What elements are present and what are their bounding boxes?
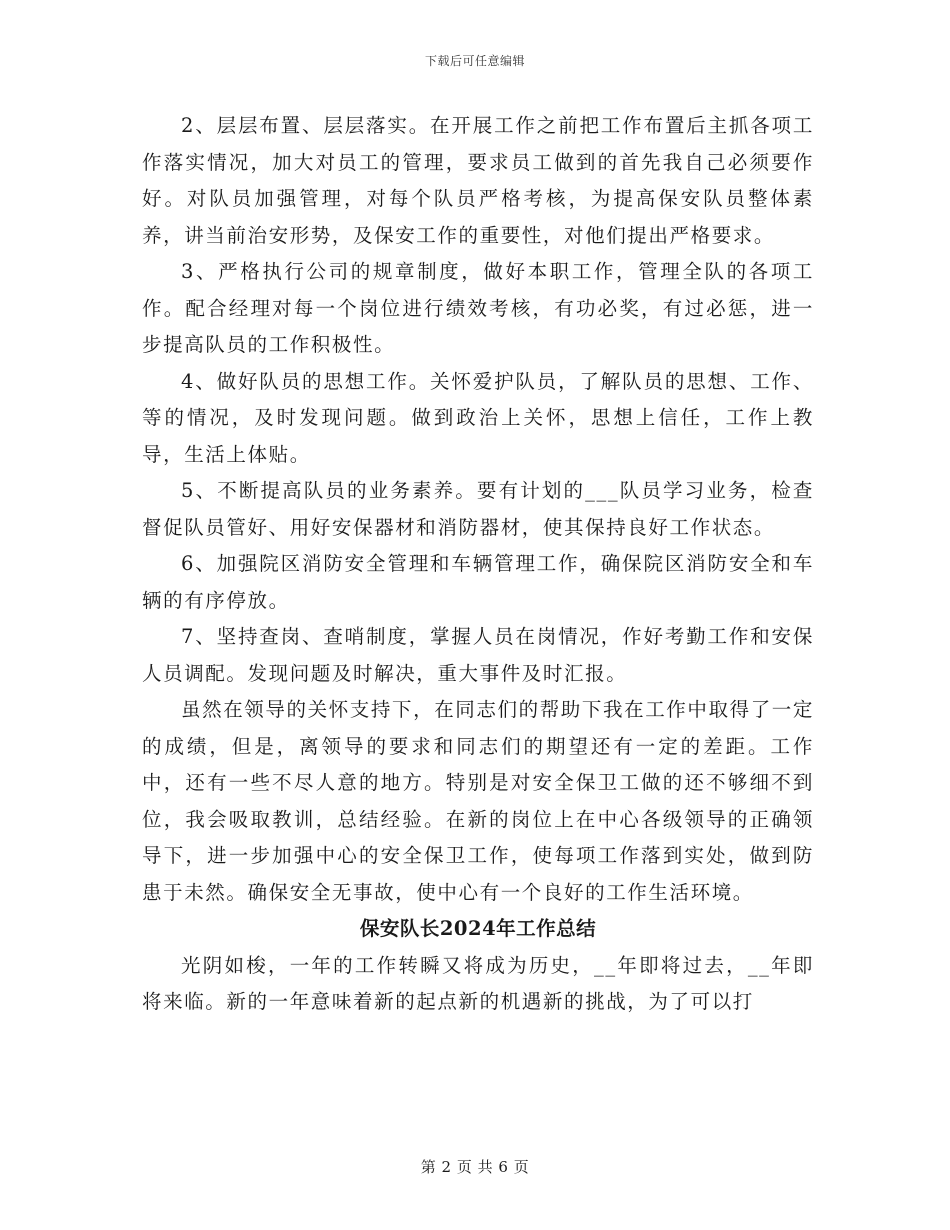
page-header: 下载后可任意编辑 <box>424 54 525 68</box>
paragraph-item-2: 2、层层布置、层层落实。在开展工作之前把工作布置后主抓各项工作落实情况，加大对员工的管理，要求员工做到的首先我自己必须要作好。对队员加强管理，对每个队员严格考核，为提高保安队员整体素养，讲当前治安形势，及保安工作的重要性，对他们提出严格要求。 <box>142 114 814 247</box>
paragraph-intro: 光阴如梭，一年的工作转瞬又将成为历史，__年即将过去，__年即将来临。新的一年意味着新的起点新的机遇新的挑战，为了可以打 <box>142 953 814 1013</box>
section-title: 保安队长2024年工作总结 <box>359 917 597 940</box>
paragraph-item-5: 5、不断提高队员的业务素养。要有计划的___队员学习业务，检查督促队员管好、用好安保器材和消防器材，使其保持良好工作状态。 <box>142 479 814 539</box>
paragraph-item-4: 4、做好队员的思想工作。关怀爱护队员，了解队员的思想、工作、等的情况，及时发现问题。做到政治上关怀，思想上信任，工作上教导，生活上体贴。 <box>142 369 814 466</box>
paragraph-conclusion: 虽然在领导的关怀支持下，在同志们的帮助下我在工作中取得了一定的成绩，但是，离领导的要求和同志们的期望还有一定的差距。工作中，还有一些不尽人意的地方。特别是对安全保卫工做的还不够细不到位，我会吸取教训，总结经验。在新的岗位上在中心各级领导的正确领导下，进一步加强中心的安全保卫工作，使每项工作落到实处，做到防患于未然。确保安全无事故，使中心有一个良好的工作生活环境。 <box>142 698 815 904</box>
page-number: 第 2 页 共 6 页 <box>420 1158 530 1176</box>
paragraph-item-6: 6、加强院区消防安全管理和车辆管理工作，确保院区消防安全和车辆的有序停放。 <box>142 552 814 612</box>
paragraph-item-3: 3、严格执行公司的规章制度，做好本职工作，管理全队的各项工作。配合经理对每一个岗位进行绩效考核，有功必奖，有过必惩，进一步提高队员的工作积极性。 <box>142 260 814 356</box>
document-body <box>142 108 814 1021</box>
paragraph-item-7: 7、坚持查岗、查哨制度，掌握人员在岗情况，作好考勤工作和安保人员调配。发现问题及时解决，重大事件及时汇报。 <box>142 625 814 685</box>
